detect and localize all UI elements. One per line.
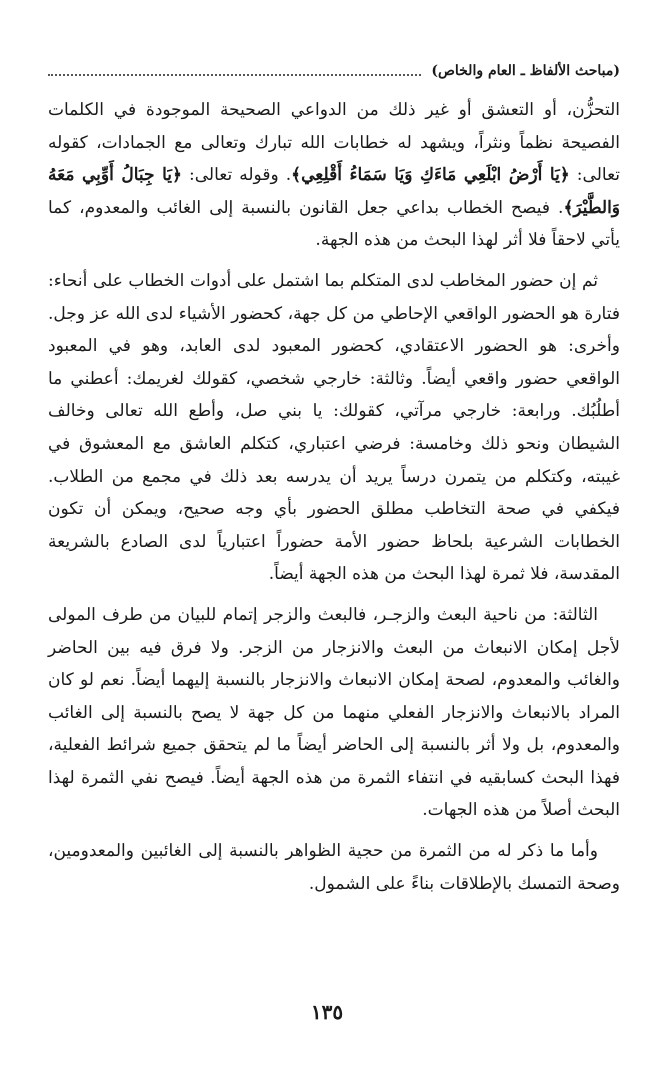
paragraph-2: ثم إن حضور المخاطب لدى المتكلم بما اشتمل على أدوات الخطاب على أنحاء: فتارة هو الحضور الواقعي الإحاطي من كل جهة، كحضور الأشياء لدى الله عز وجل. وأخرى: هو الحضور الاعتقادي، كحضور المعبود لدى العابد، وهو في المعبود الواقعي حضور واقعي أيضاً. وثالثة: خارجي شخصي، كقولك لغريمك: أعطني ما أطلُبُك. ورابعة: خارجي مرآتي، كقولك: يا بني صل، وأطع الله تعالى وخالف الشيطان ونحو ذلك وخامسة: فرضي اعتباري، كتكلم العاشق مع المعشوق في غيبته، وكتكلم من يتمرن درساً يريد أن يدرسه بعد ذلك في مجمع من الطلاب. فيكفي في صحة التخاطب مطلق الحضور بأي وجه صحيح، ويمكن أن تكون الخطابات الشرعية بلحاظ حضور الأمة حضوراً اعتبارياً لدى الصادع بالشريعة المقدسة، فلا ثمرة لهذا البحث من هذه الجهة أيضاً.	[48, 270, 620, 585]
body-text	[48, 94, 620, 900]
paragraph-1-text-b: . وقوله تعالى:	[181, 165, 292, 186]
paragraph-4: وأما ما ذكر له من الثمرة من حجية الظواهر بالنسبة إلى الغائبين والمعدومين، وصحة التمسك بالإطلاقات بناءً على الشمول.	[48, 841, 620, 894]
paragraph-1-text-a: التحزُّن، أو التعشق أو غير ذلك من الدواعي الصحيحة الموجودة في الكلمات الفصيحة نظماً ونثراً، ويشهد له خطابات الله تبارك وتعالى مع الجمادات، كقوله تعالى:	[48, 100, 620, 186]
quran-verse-1: ﴿يَا أَرْضُ ابْلَعِي مَاءَكِ وَيَا سَمَاءُ أَقْلِعِي﴾	[291, 165, 570, 186]
paragraph-1	[48, 94, 620, 257]
paragraph-3: الثالثة: من ناحية البعث والزجـر، فالبعث والزجر إتمام للبيان من طرف المولى لأجل إمكان الانبعاث من البعث والانزجار من الزجر. ولا فرق فيه بين الحاضر والغائب والمعدوم، لصحة إمكان الانبعاث والانزجار بالنسبة إليهما أيضاً. نعم لو كان المراد بالانبعاث والانزجار الفعلي منهما من كل جهة لا يصح بالنسبة إلى الغائب والمعدوم، بل ولا أثر بالنسبة إلى الحاضر أيضاً ما لم يتحقق جميع شرائط الفعلية، فهذا البحث كسابقيه في انتفاء الثمرة من هذه الجهة أيضاً. فيصح نفي الثمرة لهذا البحث أصلاً من هذه الجهات.	[48, 604, 621, 821]
paragraph-1-text-c: . فيصح الخطاب بداعي جعل القانون بالنسبة إلى الغائب والمعدوم، كما يأتي لاحقاً فلا أثر لهذا البحث من هذه الجهة.	[48, 197, 620, 251]
chapter-title: (مباحث الألفاظ ـ العام والخاص)	[431, 63, 620, 79]
quran-verse-2: ﴿يَا جِبَالُ أَوِّبِي مَعَهُ وَالطَّيْرَ﴾	[48, 165, 620, 218]
page-number: ١٣٥	[310, 1000, 344, 1024]
page	[48, 58, 620, 908]
running-header	[48, 58, 620, 84]
header-dotted-leader	[48, 74, 421, 76]
